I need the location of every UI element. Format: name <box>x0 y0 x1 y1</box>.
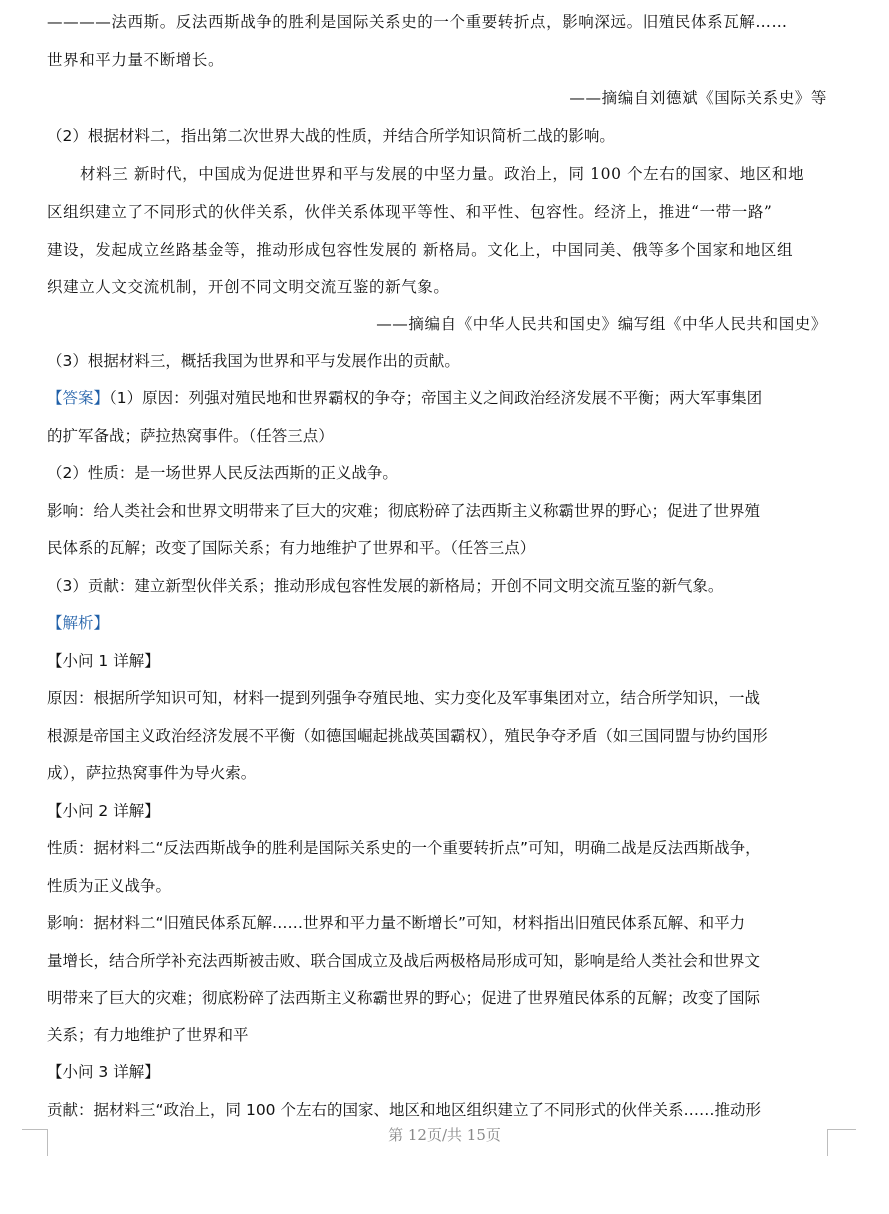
page-number: 第 12页/共 15页 <box>388 1126 501 1144</box>
analysis-line: 量增长，结合所学补充法西斯被击败、联合国成立及战后两极格局形成可知，影响是给人类社会和世界文 <box>47 952 761 970</box>
material2-line: 世界和平力量不断增长。 <box>47 51 225 69</box>
answer-line <box>47 388 762 408</box>
question-2: （2）根据材料二，指出第二次世界大战的性质，并结合所学知识简析二战的影响。 <box>47 127 615 145</box>
analysis-line: 根源是帝国主义政治经济发展不平衡（如德国崛起挑战英国霸权），殖民争夺矛盾（如三国同盟与协约国形 <box>47 727 768 745</box>
analysis-line: 性质为正义战争。 <box>47 877 172 895</box>
answer-line: 影响：给人类社会和世界文明带来了巨大的灾难；彻底粉碎了法西斯主义称霸世界的野心；促进了世界殖 <box>47 502 761 520</box>
subquestion-heading: 【小问 3 详解】 <box>47 1063 160 1081</box>
answer-text: （1）原因：列强对殖民地和世界霸权的争夺；帝国主义之间政治经济发展不平衡；两大军事集团 <box>109 389 763 407</box>
material3-line: 建设，发起成立丝路基金等，推动形成包容性发展的 新格局。文化上，中国同美、俄等多个国家和地区组 <box>47 241 794 259</box>
material3-line: 区组织建立了不同形式的伙伴关系，伙伴关系体现平等性、和平性、包容性。经济上，推进“一带一路” <box>47 203 773 221</box>
material3-source: ——摘编自《中华人民共和国史》编写组《中华人民共和国史》 <box>376 315 827 333</box>
answer-line: 的扩军备战；萨拉热窝事件。（任答三点） <box>47 427 334 445</box>
analysis-line: 成），萨拉热窝事件为导火索。 <box>47 764 257 782</box>
analysis-line: 影响：据材料二“旧殖民体系瓦解……世界和平力量不断增长”可知，材料指出旧殖民体系瓦解、和平力 <box>47 914 746 932</box>
analysis-line: 原因：根据所学知识可知，材料一提到列强争夺殖民地、实力变化及军事集团对立，结合所学知识，一战 <box>47 689 761 707</box>
analysis-line: 明带来了巨大的灾难；彻底粉碎了法西斯主义称霸世界的野心；促进了世界殖民体系的瓦解；改变了国际 <box>47 989 761 1007</box>
material2-source: ——摘编自刘德斌《国际关系史》等 <box>569 89 827 107</box>
material2-line: ————法西斯。反法西斯战争的胜利是国际关系史的一个重要转折点，影响深远。旧殖民体系瓦解…… <box>47 13 788 31</box>
subquestion-heading: 【小问 1 详解】 <box>47 652 160 670</box>
material3-line: 材料三 新时代，中国成为促进世界和平与发展的中坚力量。政治上，同 100 个左右的国家、地区和地 <box>80 165 805 183</box>
analysis-line: 关系；有力地维护了世界和平 <box>47 1026 249 1044</box>
material3-line: 织建立人文交流机制，开创不同文明交流互鉴的新气象。 <box>47 278 450 296</box>
answer-tag: 【答案】 <box>47 389 110 407</box>
analysis-tag: 【解析】 <box>47 614 110 632</box>
answer-line: （2）性质：是一场世界人民反法西斯的正义战争。 <box>47 464 398 482</box>
subquestion-heading: 【小问 2 详解】 <box>47 802 160 820</box>
answer-line: 民体系的瓦解；改变了国际关系；有力地维护了世界和平。（任答三点） <box>47 539 536 557</box>
question-3: （3）根据材料三，概括我国为世界和平与发展作出的贡献。 <box>47 352 460 370</box>
analysis-line: 贡献：据材料三“政治上，同 100 个左右的国家、地区和地区组织建立了不同形式的伙伴关系……推动形 <box>47 1101 761 1119</box>
analysis-line: 性质：据材料二“反法西斯战争的胜利是国际关系史的一个重要转折点”可知，明确二战是反法西斯战争， <box>47 839 761 857</box>
answer-line: （3）贡献：建立新型伙伴关系；推动形成包容性发展的新格局；开创不同文明交流互鉴的新气象。 <box>47 577 724 595</box>
